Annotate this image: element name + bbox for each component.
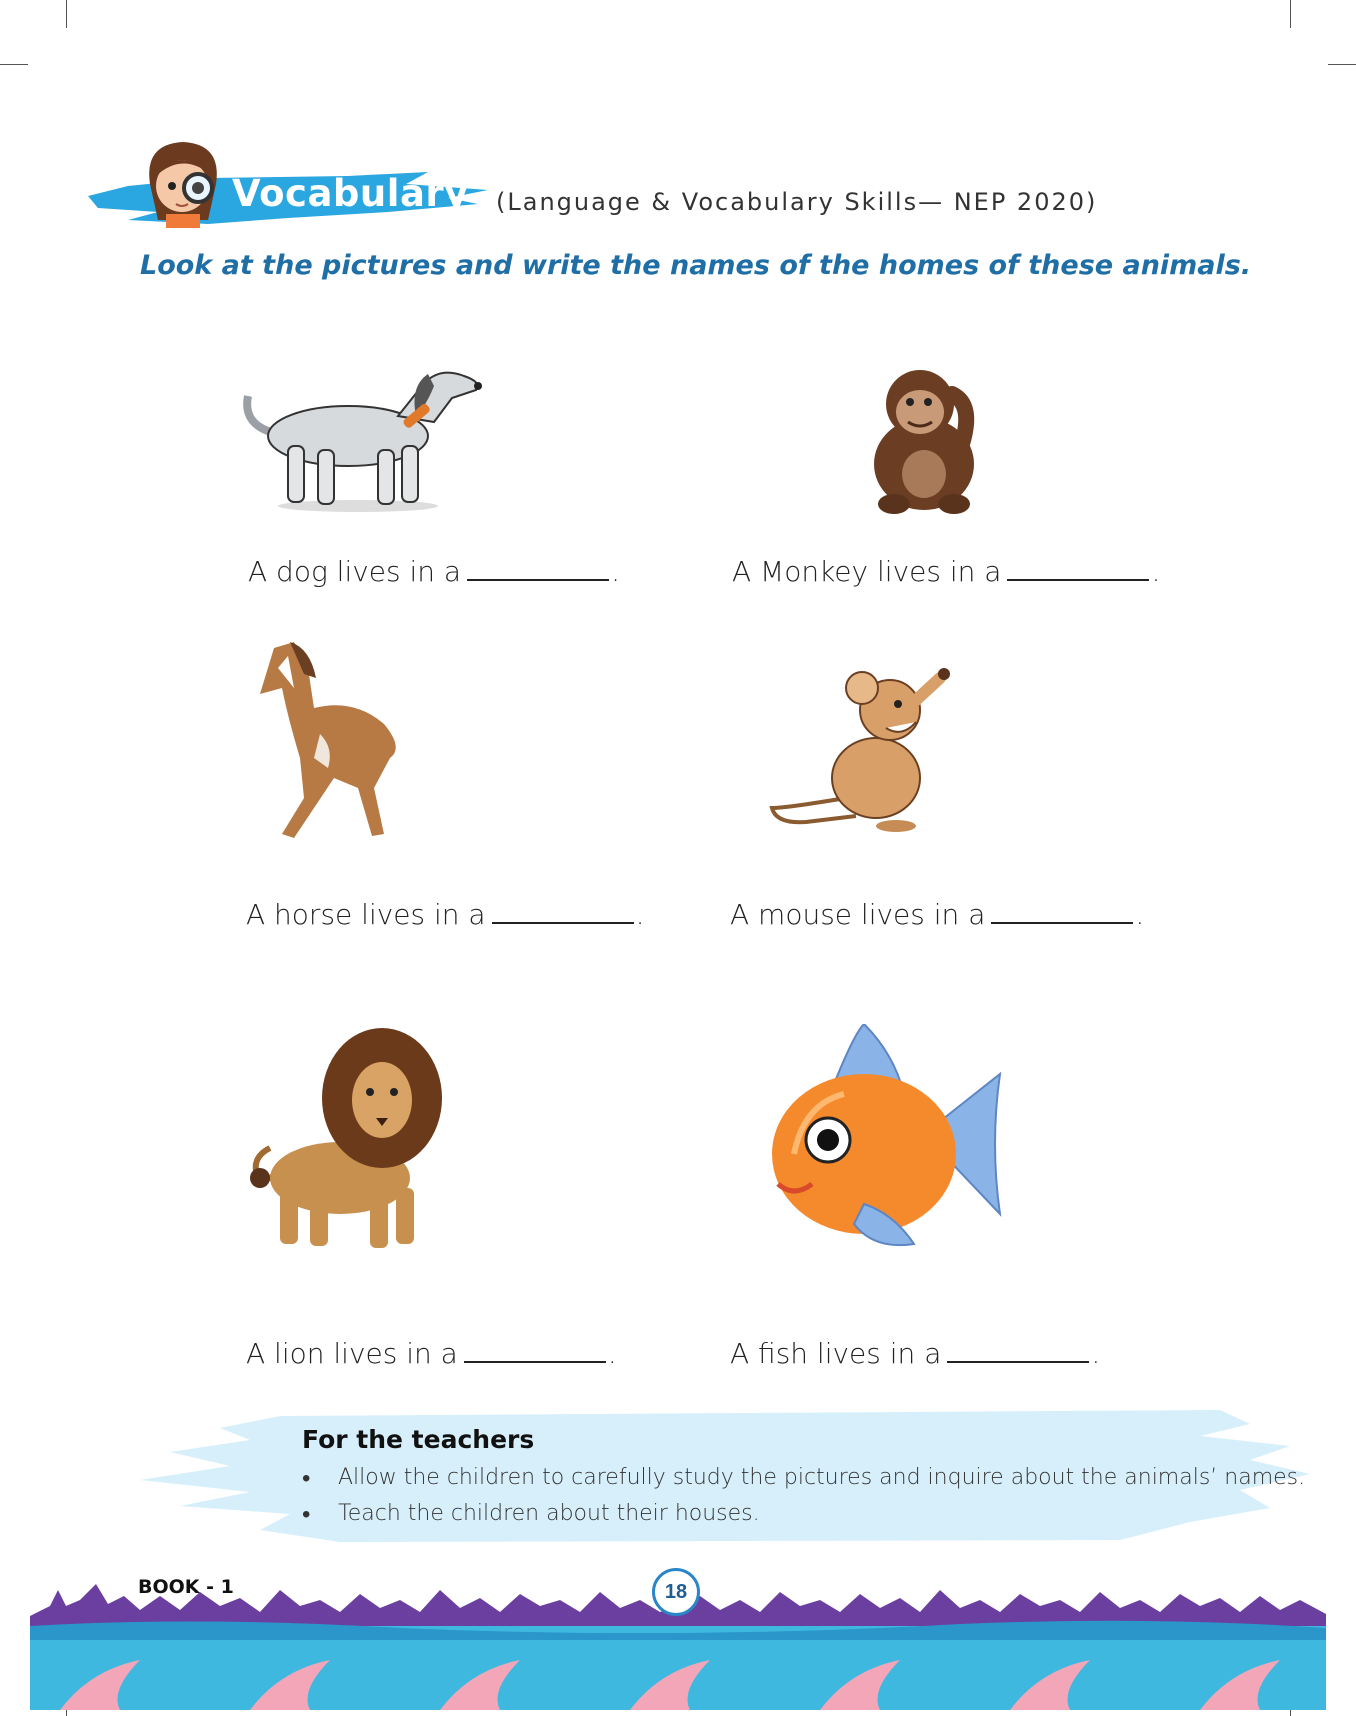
sentence-suffix: .	[611, 555, 620, 588]
fish-image	[764, 1024, 1004, 1262]
exercise-sentence-dog	[248, 555, 620, 588]
crop-mark	[1290, 0, 1291, 28]
crop-mark	[0, 64, 28, 65]
page-number-badge: 18	[652, 1568, 700, 1616]
sentence-suffix: .	[1151, 555, 1161, 588]
sentence-prefix: A horse lives in a	[246, 898, 486, 931]
sentence-prefix: A dog lives in a	[248, 555, 462, 588]
sentence-suffix: .	[635, 898, 645, 931]
answer-blank-monkey[interactable]	[1007, 557, 1149, 581]
answer-blank-dog[interactable]	[467, 557, 609, 581]
book-label: BOOK - 1	[138, 1576, 234, 1598]
exercise-sentence-monkey	[732, 555, 1160, 588]
teacher-note-point: • Allow the children to carefully study the pictures and inquire about the animals’ names.	[302, 1463, 1305, 1499]
exercise-sentence-lion	[246, 1337, 617, 1370]
answer-blank-horse[interactable]	[492, 900, 634, 924]
section-title: Vocabulary	[232, 172, 469, 215]
instruction-text: Look at the pictures and write the names of the homes of these animals.	[140, 250, 1252, 281]
answer-blank-mouse[interactable]	[991, 900, 1133, 924]
horse-image	[254, 638, 412, 844]
exercise-sentence-mouse	[730, 898, 1144, 931]
exercise-sentence-horse	[246, 898, 645, 931]
crop-mark	[66, 0, 67, 28]
teacher-note-point: • Teach the children about their houses.	[302, 1499, 1305, 1535]
lion-image	[250, 1028, 450, 1254]
sentence-prefix: A fish lives in a	[730, 1337, 942, 1370]
section-subtitle: (Language & Vocabulary Skills— NEP 2020)	[496, 188, 1098, 216]
sentence-prefix: A mouse lives in a	[730, 898, 986, 931]
answer-blank-fish[interactable]	[947, 1339, 1089, 1363]
exercise-sentence-fish	[730, 1337, 1100, 1370]
sentence-suffix: .	[1135, 898, 1145, 931]
monkey-image	[864, 354, 984, 520]
dog-image	[238, 356, 484, 516]
sentence-prefix: A Monkey lives in a	[732, 555, 1002, 588]
teacher-note-title: For the teachers	[302, 1425, 535, 1454]
crop-mark	[1328, 64, 1356, 65]
girl-magnifier-icon	[138, 134, 228, 230]
sentence-suffix: .	[1091, 1337, 1101, 1370]
teacher-note-list	[302, 1463, 1305, 1535]
mouse-image	[766, 658, 960, 836]
sentence-prefix: A lion lives in a	[246, 1337, 458, 1370]
sentence-suffix: .	[607, 1337, 617, 1370]
answer-blank-lion[interactable]	[464, 1339, 606, 1363]
